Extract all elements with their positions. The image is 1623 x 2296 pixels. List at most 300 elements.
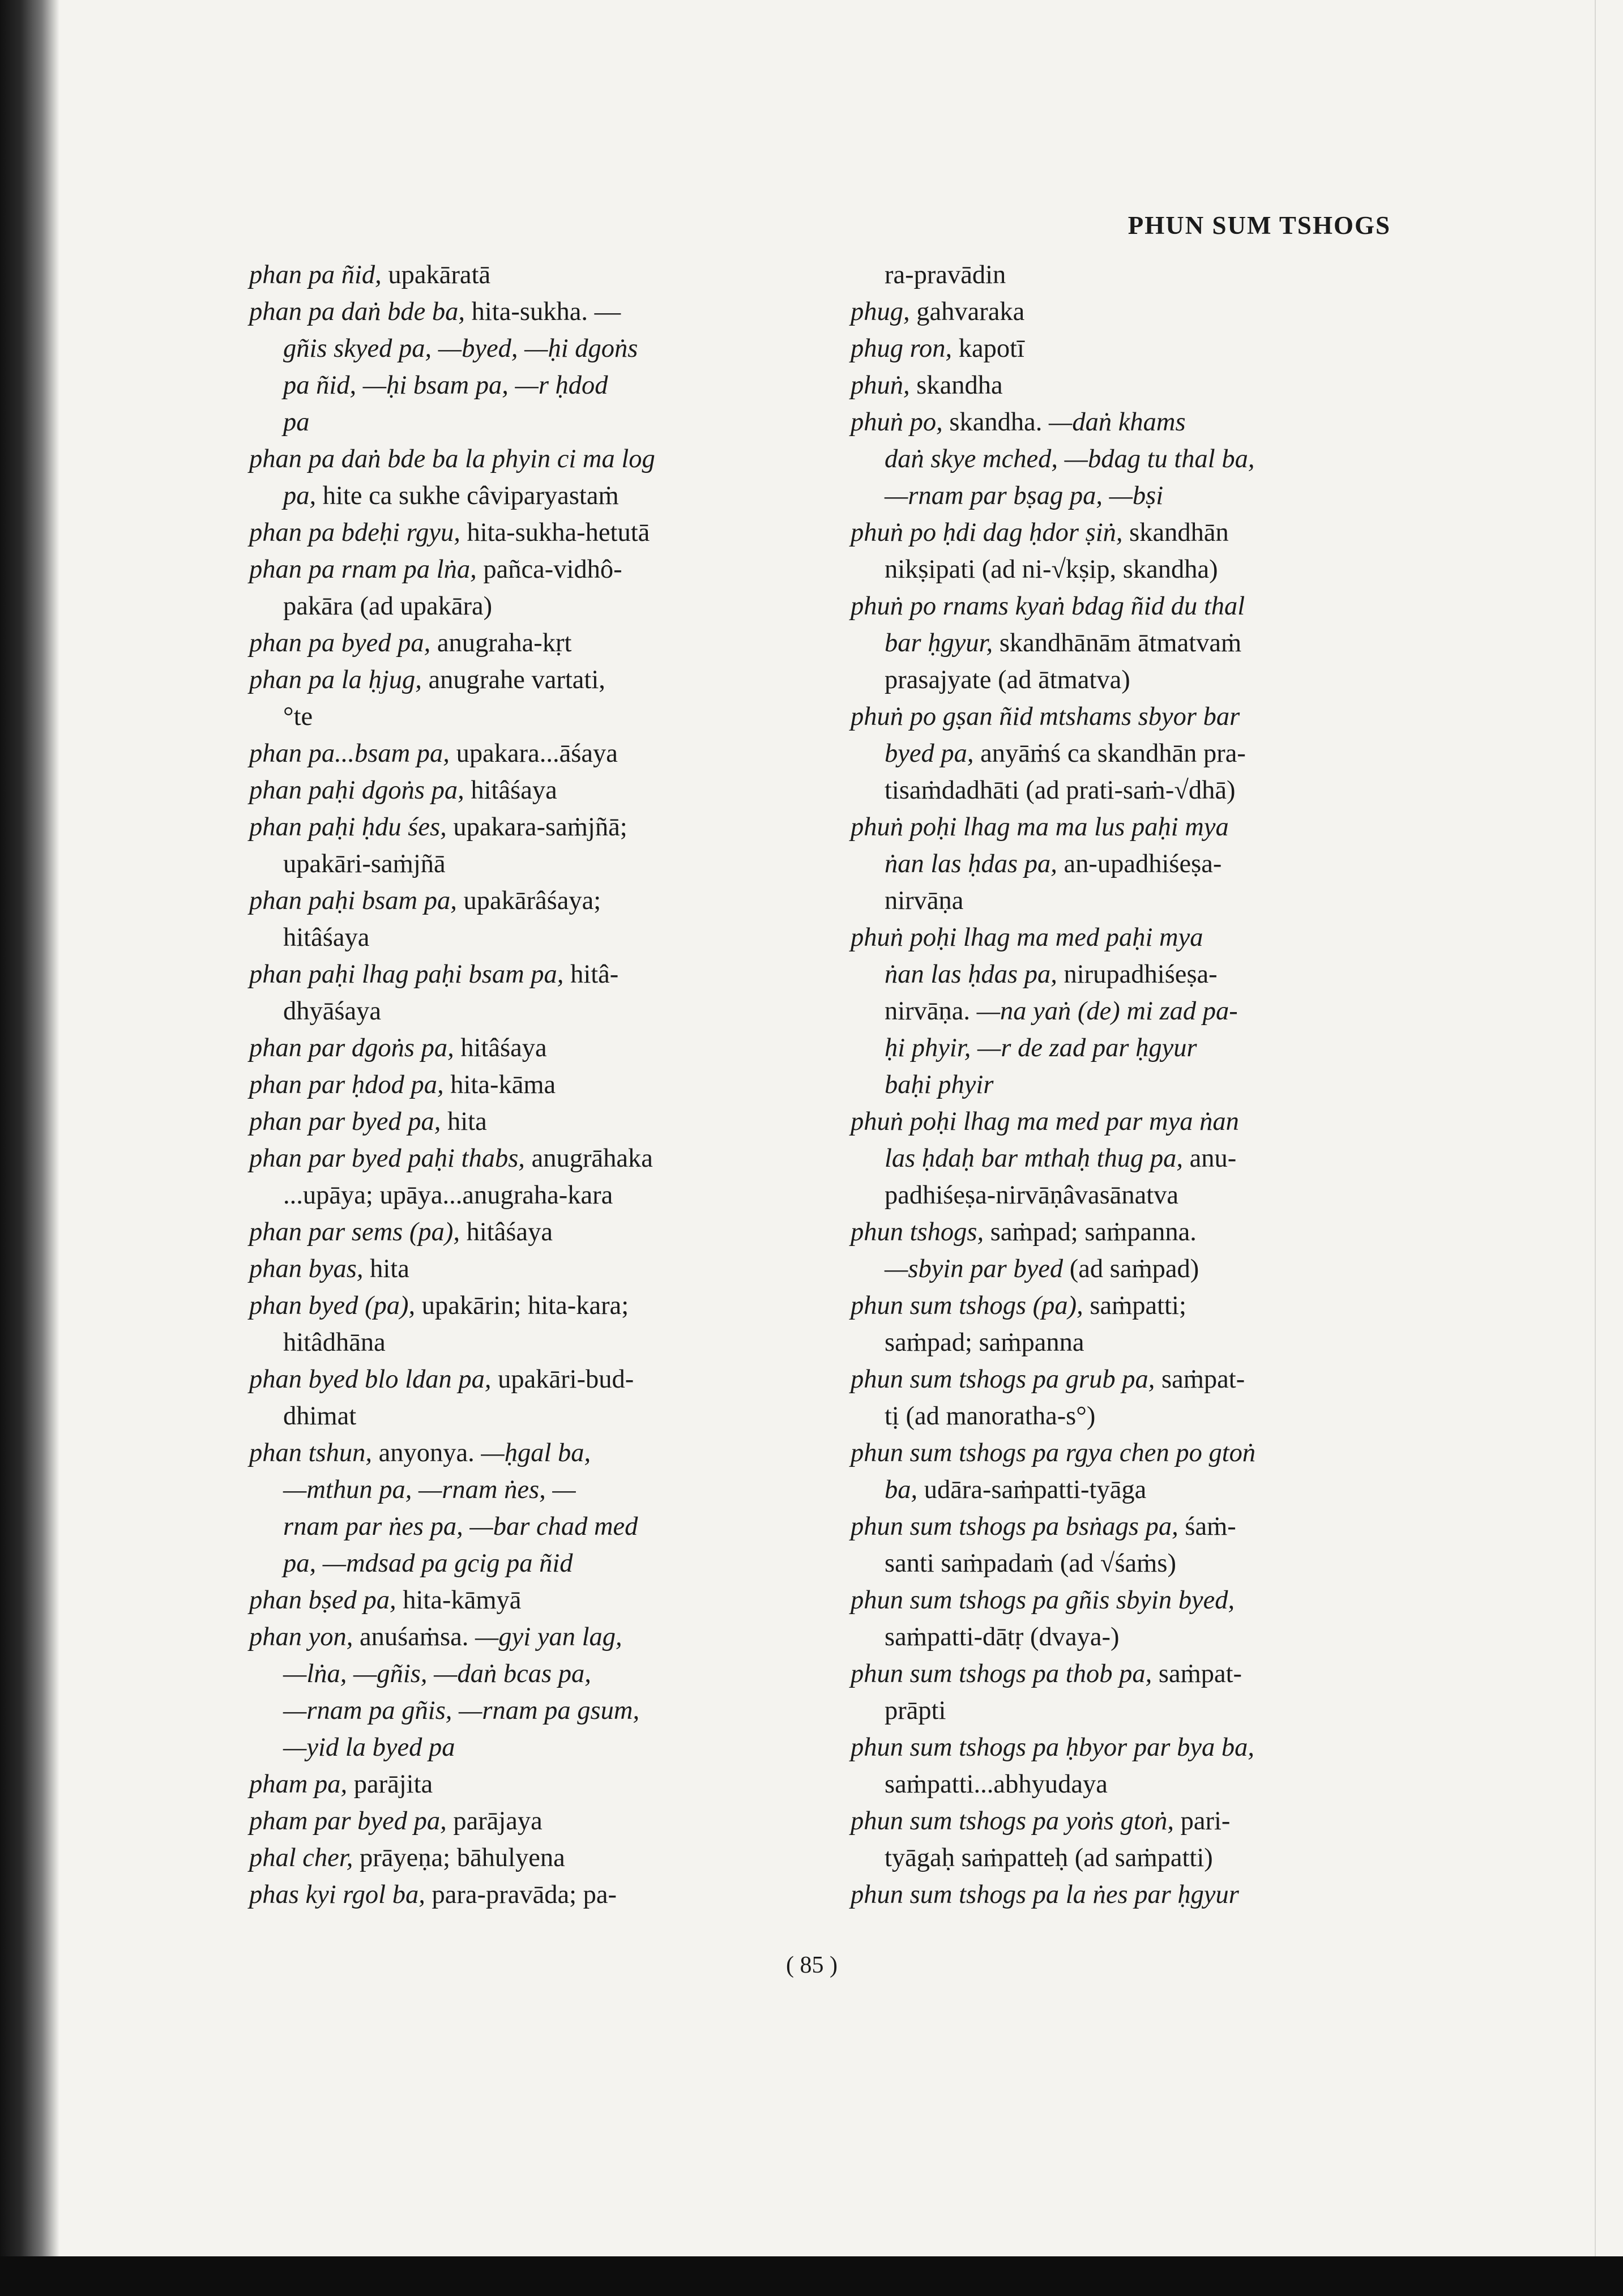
headword-line	[249, 293, 621, 330]
dictionary-line	[249, 1214, 821, 1251]
tibetan-term: baḥi phyir	[885, 1070, 994, 1099]
tibetan-term: phuṅ po rnams kyaṅ bdag ñid du thal	[851, 592, 1245, 621]
sanskrit-gloss: nirvāṇa.	[885, 997, 977, 1026]
tibetan-term: ṅan las ḥdas pa,	[885, 850, 1057, 878]
dictionary-line	[249, 1066, 821, 1103]
sanskrit-gloss: (ad saṁpad)	[1063, 1254, 1199, 1283]
dictionary-line	[249, 1582, 821, 1619]
sanskrit-gloss: ...upāya; upāya...anugraha-kara	[283, 1181, 613, 1210]
headword-line	[249, 514, 650, 551]
tibetan-term: ṅan las ḥdas pa,	[885, 960, 1057, 989]
sanskrit-gloss: prāyeṇa; bāhulyena	[353, 1843, 565, 1872]
dictionary-line	[851, 1619, 1423, 1655]
dictionary-line	[249, 441, 821, 477]
tibetan-term: pa	[283, 408, 310, 437]
tibetan-term: —ḥgal ba,	[481, 1439, 591, 1467]
sanskrit-gloss: anugrāhaka	[524, 1144, 653, 1173]
sanskrit-gloss: upakārâśaya;	[456, 886, 601, 915]
tibetan-term: phuṅ po ḥdi dag ḥdor ṣiṅ,	[851, 518, 1123, 547]
continuation-line	[283, 367, 608, 404]
dictionary-line	[851, 1729, 1423, 1766]
headword-line	[249, 1803, 543, 1840]
sanskrit-gloss: upakāri-bud-	[491, 1365, 634, 1394]
dictionary-line	[249, 625, 821, 662]
dictionary-line	[851, 1876, 1423, 1913]
tibetan-term: pham pa,	[249, 1770, 348, 1799]
dictionary-line	[249, 1103, 821, 1140]
headword-line	[249, 1435, 591, 1471]
sanskrit-gloss: dhyāśaya	[283, 997, 382, 1026]
continuation-line	[283, 1324, 386, 1361]
tibetan-term: phan par ḥdod pa,	[249, 1070, 444, 1099]
headword-line	[851, 293, 1024, 330]
dictionary-line	[851, 441, 1423, 477]
continuation-line	[885, 993, 1238, 1030]
tibetan-term: phal cher,	[249, 1843, 353, 1872]
tibetan-term: phug ron,	[851, 334, 953, 363]
continuation-line	[885, 441, 1254, 477]
tibetan-term: phun sum tshogs pa rgya chen po gtoṅ	[851, 1439, 1256, 1467]
dictionary-line	[249, 367, 821, 404]
sanskrit-gloss: dhimat	[283, 1402, 357, 1431]
tibetan-term: ba,	[885, 1475, 918, 1504]
tibetan-term: phan pa la ḥjug,	[249, 665, 422, 694]
continuation-line	[283, 477, 619, 514]
continuation-line	[885, 1471, 1146, 1508]
dictionary-line	[851, 1140, 1423, 1177]
dictionary-line	[249, 1398, 821, 1435]
continuation-line	[885, 1840, 1213, 1876]
sanskrit-gloss: saṁpatti;	[1083, 1291, 1186, 1320]
tibetan-term: phun sum tshogs pa thob pa,	[851, 1659, 1152, 1688]
tibetan-term: phan pa bdeḥi rgyu,	[249, 518, 460, 547]
dictionary-line	[851, 367, 1423, 404]
sanskrit-gloss: hita	[363, 1254, 409, 1283]
dictionary-line	[851, 625, 1423, 662]
headword-line	[851, 1876, 1239, 1913]
dictionary-line	[851, 1251, 1423, 1287]
dictionary-line	[851, 1103, 1423, 1140]
tibetan-term: phuṅ po,	[851, 408, 943, 437]
continuation-line	[885, 257, 1006, 293]
dictionary-line	[249, 809, 821, 846]
dictionary-line	[851, 1655, 1423, 1692]
headword-line	[851, 1655, 1242, 1692]
dictionary-line	[249, 1361, 821, 1398]
sanskrit-gloss: nirupadhiśeṣa-	[1057, 960, 1218, 989]
continuation-line	[283, 1729, 455, 1766]
dictionary-line	[249, 1729, 821, 1766]
tibetan-term: phun sum tshogs (pa),	[851, 1291, 1083, 1320]
tibetan-term: phuṅ poḥi lhag ma med par mya ṅan	[851, 1107, 1239, 1136]
continuation-line	[283, 846, 446, 882]
continuation-line	[885, 662, 1130, 698]
sanskrit-gloss: hita-kāmyā	[396, 1586, 522, 1615]
dictionary-line	[249, 993, 821, 1030]
sanskrit-gloss: pari-	[1173, 1807, 1231, 1836]
dictionary-line	[249, 919, 821, 956]
continuation-line	[885, 882, 963, 919]
tibetan-term: —yid la byed pa	[283, 1733, 455, 1762]
tibetan-term: phan paḥi bsam pa,	[249, 886, 457, 915]
dictionary-line	[851, 1435, 1423, 1471]
dictionary-line	[851, 809, 1423, 846]
tibetan-term: —rnam par bṣag pa, —bṣi	[885, 481, 1164, 510]
dictionary-line	[249, 1508, 821, 1545]
tibetan-term: las ḥdaḥ bar mthaḥ thug pa,	[885, 1144, 1184, 1173]
dictionary-line	[249, 698, 821, 735]
tibetan-term: phan paḥi ḥdu śes,	[249, 813, 447, 842]
sanskrit-gloss: anuśaṁsa.	[353, 1623, 476, 1651]
headword-line	[249, 1030, 547, 1066]
headword-line	[851, 1729, 1254, 1766]
sanskrit-gloss: skandhānām ātmatvaṁ	[993, 629, 1242, 658]
scan-shadow-edge	[0, 0, 59, 2296]
dictionary-line	[851, 1582, 1423, 1619]
sanskrit-gloss: hitâśaya	[283, 923, 370, 952]
dictionary-line	[249, 1803, 821, 1840]
tibetan-term: —daṅ khams	[1049, 408, 1186, 437]
dictionary-line	[249, 477, 821, 514]
headword-line	[851, 1214, 1197, 1251]
dictionary-line	[249, 772, 821, 809]
tibetan-term: phuṅ poḥi lhag ma med paḥi mya	[851, 923, 1203, 952]
sanskrit-gloss: hita	[441, 1107, 487, 1136]
dictionary-line	[851, 735, 1423, 772]
tibetan-term: gñis skyed pa, —byed, —ḥi dgoṅs	[283, 334, 638, 363]
sanskrit-gloss: santi saṁpadaṁ (ad √śaṁs)	[885, 1549, 1176, 1578]
dictionary-line	[851, 1361, 1423, 1398]
dictionary-line	[249, 882, 821, 919]
sanskrit-gloss: skandha	[909, 371, 1003, 400]
dictionary-line	[851, 1508, 1423, 1545]
dictionary-line	[851, 662, 1423, 698]
headword-line	[249, 882, 601, 919]
headword-line	[249, 1066, 556, 1103]
continuation-line	[885, 625, 1241, 662]
continuation-line	[283, 1177, 613, 1214]
headword-line	[249, 956, 618, 993]
continuation-line	[885, 1324, 1084, 1361]
tibetan-term: pa ñid, —ḥi bsam pa, —r ḥdod	[283, 371, 608, 400]
sanskrit-gloss: hita-kāma	[443, 1070, 556, 1099]
tibetan-term: ḥi phyir, —r de zad par ḥgyur	[885, 1034, 1197, 1062]
headword-line	[851, 367, 1003, 404]
sanskrit-gloss: upakara-saṁjñā;	[446, 813, 627, 842]
tibetan-term: phun sum tshogs pa ḥbyor par bya ba,	[851, 1733, 1255, 1762]
tibetan-term: phuṅ poḥi lhag ma ma lus paḥi mya	[851, 813, 1229, 842]
sanskrit-gloss: gahvaraka	[909, 297, 1025, 326]
headword-line	[851, 1508, 1236, 1545]
sanskrit-gloss: saṁpad; saṁpanna.	[984, 1218, 1197, 1247]
sanskrit-gloss: saṁpad; saṁpanna	[885, 1328, 1084, 1357]
sanskrit-gloss: śaṁ-	[1178, 1512, 1236, 1541]
tibetan-term: phan yon,	[249, 1623, 353, 1651]
dictionary-line	[249, 1435, 821, 1471]
dictionary-line	[851, 293, 1423, 330]
sanskrit-gloss: upakārin; hita-kara;	[415, 1291, 629, 1320]
sanskrit-gloss: anugrahe vartati,	[421, 665, 605, 694]
dictionary-line	[249, 1030, 821, 1066]
dictionary-line	[249, 846, 821, 882]
continuation-line	[885, 1766, 1108, 1803]
continuation-line	[283, 993, 381, 1030]
sanskrit-gloss: anyonya.	[372, 1439, 481, 1467]
continuation-line	[885, 551, 1218, 588]
headword-line	[851, 588, 1245, 625]
tibetan-term: phan bṣed pa,	[249, 1586, 396, 1615]
tibetan-term: phun sum tshogs pa yoṅs gtoṅ,	[851, 1807, 1174, 1836]
headword-line	[249, 1140, 653, 1177]
tibetan-term: phan par sems (pa),	[249, 1218, 460, 1247]
sanskrit-gloss: kapotī	[952, 334, 1024, 363]
headword-line	[249, 662, 605, 698]
dictionary-line	[249, 1287, 821, 1324]
headword-line	[249, 1361, 634, 1398]
headword-line	[249, 1766, 433, 1803]
dictionary-line	[249, 1177, 821, 1214]
sanskrit-gloss: tisaṁdadhāti (ad prati-saṁ-√dhā)	[885, 776, 1236, 805]
dictionary-line	[851, 993, 1423, 1030]
headword-line	[851, 1803, 1230, 1840]
headword-line	[249, 1876, 617, 1913]
tibetan-term: —sbyin par byed	[885, 1254, 1064, 1283]
dictionary-line	[249, 1140, 821, 1177]
tibetan-term: phan byed (pa),	[249, 1291, 416, 1320]
dictionary-line	[851, 1324, 1423, 1361]
headword-line	[851, 1361, 1245, 1398]
sanskrit-gloss: hita-sukha-hetutā	[460, 518, 650, 547]
continuation-line	[885, 846, 1221, 882]
headword-line	[851, 919, 1203, 956]
headword-line	[249, 809, 627, 846]
tibetan-term: phan par byed pa,	[249, 1107, 441, 1136]
continuation-line	[885, 477, 1163, 514]
tibetan-term: phan pa...bsam pa,	[249, 739, 450, 768]
headword-line	[249, 1840, 565, 1876]
sanskrit-gloss: parājaya	[446, 1807, 543, 1836]
continuation-line	[283, 588, 492, 625]
continuation-line	[283, 1398, 356, 1435]
continuation-line	[885, 772, 1235, 809]
dictionary-line	[249, 588, 821, 625]
dictionary-line	[851, 1214, 1423, 1251]
dictionary-line	[851, 257, 1423, 293]
sanskrit-gloss: skandhān	[1122, 518, 1229, 547]
dictionary-line	[851, 588, 1423, 625]
dictionary-line	[851, 846, 1423, 882]
sanskrit-gloss: prāpti	[885, 1696, 946, 1725]
dictionary-line	[851, 698, 1423, 735]
continuation-line	[283, 1471, 576, 1508]
dictionary-line	[249, 956, 821, 993]
continuation-line	[885, 1398, 1095, 1435]
continuation-line	[885, 1030, 1197, 1066]
dictionary-line	[851, 1471, 1423, 1508]
tibetan-term: phan pa daṅ bde ba,	[249, 297, 465, 326]
tibetan-term: bar ḥgyur,	[885, 629, 993, 658]
headword-line	[249, 1103, 487, 1140]
sanskrit-gloss: tị (ad manoratha-s°)	[885, 1402, 1096, 1431]
dictionary-line	[851, 1066, 1423, 1103]
sanskrit-gloss: tyāgaḥ saṁpatteḥ (ad saṁpatti)	[885, 1843, 1213, 1872]
headword-line	[851, 1103, 1239, 1140]
dictionary-line	[249, 330, 821, 367]
dictionary-line	[851, 1692, 1423, 1729]
sanskrit-gloss: padhiśeṣa-nirvāṇâvasānatva	[885, 1181, 1179, 1210]
sanskrit-gloss: nikṣipati (ad ni-√kṣip, skandha)	[885, 555, 1218, 584]
headword-line	[249, 1619, 622, 1655]
headword-line	[851, 1582, 1235, 1619]
continuation-line	[283, 1655, 591, 1692]
dictionary-line	[249, 1840, 821, 1876]
continuation-line	[885, 1066, 993, 1103]
continuation-line	[283, 1545, 573, 1582]
sanskrit-gloss: saṁpat-	[1152, 1659, 1242, 1688]
continuation-line	[283, 404, 310, 441]
tibetan-term: pa,	[283, 481, 317, 510]
tibetan-term: pa, —mdsad pa gcig pa ñid	[283, 1549, 573, 1578]
sanskrit-gloss: anu-	[1183, 1144, 1237, 1173]
sanskrit-gloss: hitâ-	[563, 960, 619, 989]
tibetan-term: —rnam pa gñis, —rnam pa gsum,	[283, 1696, 640, 1725]
tibetan-term: phan paḥi lhag paḥi bsam pa,	[249, 960, 564, 989]
sanskrit-gloss: hitâdhāna	[283, 1328, 386, 1357]
dictionary-line	[249, 735, 821, 772]
dictionary-line	[249, 404, 821, 441]
scan-right-edge	[1595, 0, 1596, 2296]
tibetan-term: phan byed blo ldan pa,	[249, 1365, 492, 1394]
headword-line	[249, 1251, 409, 1287]
dictionary-line	[851, 1177, 1423, 1214]
sanskrit-gloss: skandha.	[942, 408, 1049, 437]
dictionary-line	[851, 1030, 1423, 1066]
dictionary-line	[851, 1545, 1423, 1582]
sanskrit-gloss: hitâśaya	[464, 776, 557, 805]
headword-line	[851, 514, 1229, 551]
dictionary-line	[249, 1619, 821, 1655]
dictionary-line	[249, 1324, 821, 1361]
tibetan-term: phan pa byed pa,	[249, 629, 431, 658]
continuation-line	[885, 735, 1246, 772]
continuation-line	[283, 919, 369, 956]
tibetan-term: pham par byed pa,	[249, 1807, 447, 1836]
headword-line	[249, 772, 557, 809]
sanskrit-gloss: anyāṁś ca skandhān pra-	[973, 739, 1246, 768]
sanskrit-gloss: udāra-saṁpatti-tyāga	[917, 1475, 1147, 1504]
scan-bottom-band	[0, 2256, 1623, 2296]
continuation-line	[283, 1692, 639, 1729]
sanskrit-gloss: anugraha-kṛt	[430, 629, 572, 658]
tibetan-term: phan par dgoṅs pa,	[249, 1034, 454, 1062]
tibetan-term: —gyi yan lag,	[475, 1623, 622, 1651]
dictionary-line	[851, 514, 1423, 551]
headword-line	[249, 735, 618, 772]
headword-line	[249, 257, 490, 293]
headword-line	[851, 809, 1229, 846]
tibetan-term: rnam par ṅes pa, —bar chad med	[283, 1512, 638, 1541]
tibetan-term: phan pa daṅ bde ba la phyin ci ma log	[249, 445, 655, 473]
tibetan-term: phan byas,	[249, 1254, 364, 1283]
dictionary-line	[249, 1766, 821, 1803]
headword-line	[851, 698, 1240, 735]
page-number: ( 85 )	[786, 1952, 838, 1978]
tibetan-term: phug,	[851, 297, 910, 326]
dictionary-line	[851, 1803, 1423, 1840]
dictionary-line	[249, 1251, 821, 1287]
headword-line	[851, 1435, 1255, 1471]
dictionary-line	[249, 1545, 821, 1582]
continuation-line	[885, 1692, 946, 1729]
dictionary-line	[851, 772, 1423, 809]
dictionary-line	[851, 1840, 1423, 1876]
dictionary-line	[851, 1398, 1423, 1435]
tibetan-term: —lṅa, —gñis, —daṅ bcas pa,	[283, 1659, 591, 1688]
tibetan-term: phun sum tshogs pa bsṅags pa,	[851, 1512, 1178, 1541]
headword-line	[249, 625, 571, 662]
continuation-line	[885, 1177, 1178, 1214]
headword-line	[249, 1582, 521, 1619]
dictionary-line	[851, 919, 1423, 956]
tibetan-term: phun tshogs,	[851, 1218, 984, 1247]
dictionary-line	[249, 257, 821, 293]
sanskrit-gloss: parājita	[347, 1770, 433, 1799]
sanskrit-gloss: nirvāṇa	[885, 886, 964, 915]
sanskrit-gloss: saṁpatti-dātṛ (dvaya-)	[885, 1623, 1120, 1651]
tibetan-term: phun sum tshogs pa grub pa,	[851, 1365, 1155, 1394]
sanskrit-gloss: upakāri-saṁjñā	[283, 850, 446, 878]
headword-line	[249, 441, 655, 477]
dictionary-line	[851, 551, 1423, 588]
dictionary-line	[851, 1287, 1423, 1324]
dictionary-line	[249, 551, 821, 588]
tibetan-term: phan paḥi dgoṅs pa,	[249, 776, 464, 805]
sanskrit-gloss: upakara...āśaya	[449, 739, 618, 768]
dictionary-line	[851, 330, 1423, 367]
continuation-line	[283, 1508, 638, 1545]
sanskrit-gloss: prasajyate (ad ātmatva)	[885, 665, 1130, 694]
headword-line	[249, 551, 622, 588]
tibetan-term: phuṅ,	[851, 371, 910, 400]
dictionary-line	[249, 1876, 821, 1913]
sanskrit-gloss: para-pravāda; pa-	[425, 1880, 617, 1909]
dictionary-line	[851, 404, 1423, 441]
tibetan-term: phas kyi rgol ba,	[249, 1880, 425, 1909]
headword-line	[851, 1287, 1186, 1324]
sanskrit-gloss: hite ca sukhe câviparyastaṁ	[316, 481, 619, 510]
sanskrit-gloss: hitâśaya	[459, 1218, 553, 1247]
headword-line	[249, 1287, 629, 1324]
sanskrit-gloss: pañca-vidhô-	[476, 555, 622, 584]
tibetan-term: phuṅ po gṣan ñid mtshams sbyor bar	[851, 702, 1240, 731]
continuation-line	[283, 330, 638, 367]
left-column	[249, 257, 821, 1913]
tibetan-term: byed pa,	[885, 739, 974, 768]
tibetan-term: phan pa rnam pa lṅa,	[249, 555, 477, 584]
tibetan-term: phun sum tshogs pa la ṅes par ḥgyur	[851, 1880, 1239, 1909]
dictionary-line	[249, 662, 821, 698]
continuation-line	[885, 956, 1218, 993]
tibetan-term: daṅ skye mched, —bdag tu thal ba,	[885, 445, 1255, 473]
sanskrit-gloss: an-upadhiśeṣa-	[1057, 850, 1222, 878]
sanskrit-gloss: saṁpat-	[1155, 1365, 1245, 1394]
continuation-line	[885, 1619, 1119, 1655]
headword-line	[851, 404, 1186, 441]
continuation-line	[283, 698, 313, 735]
running-header: PHUN SUM TSHOGS	[1127, 211, 1391, 240]
dictionary-line	[851, 956, 1423, 993]
dictionary-line	[851, 882, 1423, 919]
